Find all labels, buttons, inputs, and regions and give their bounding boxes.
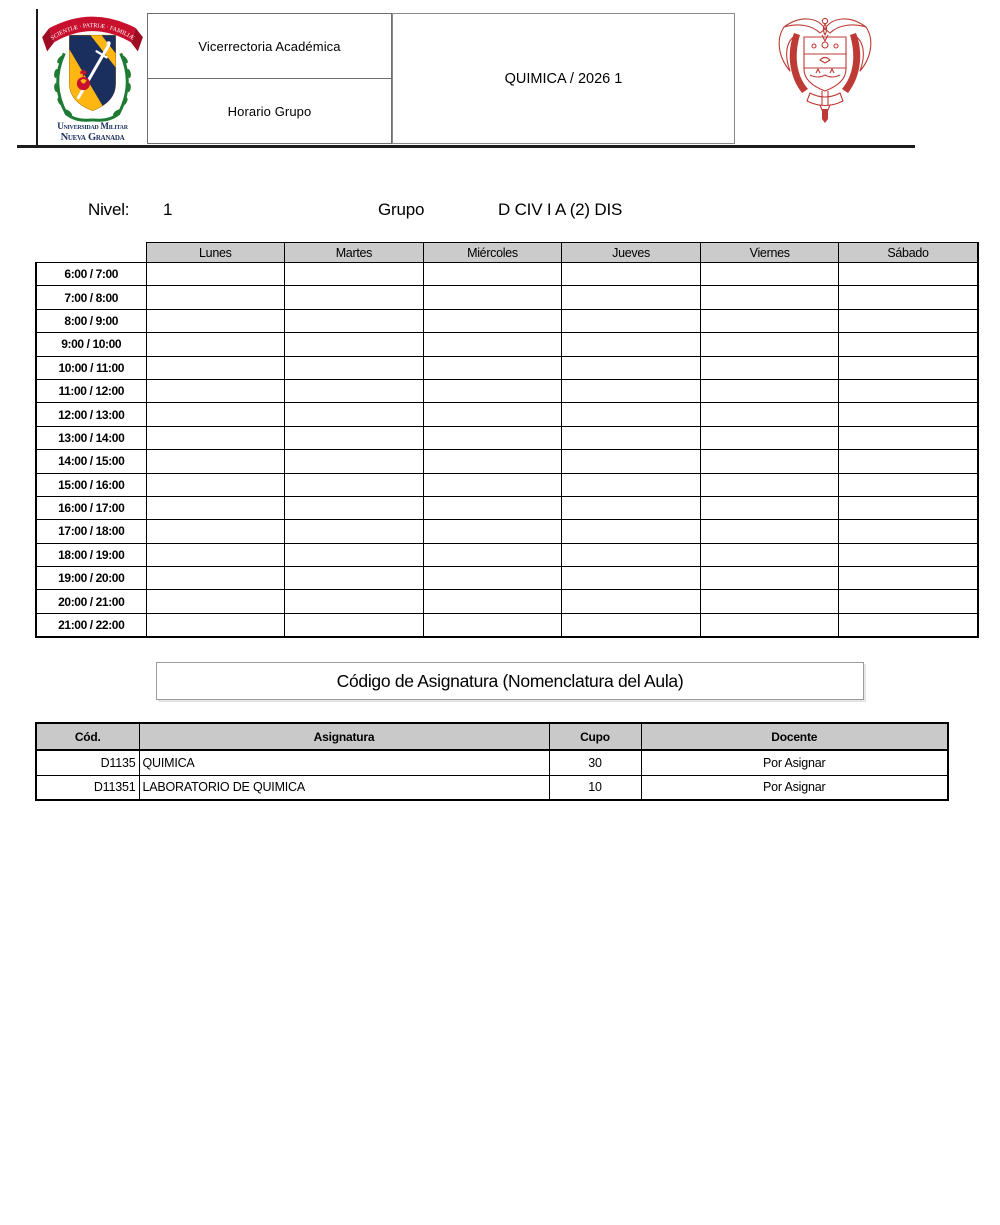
nivel-value: 1 [163,200,173,219]
time-slot-label: 10:00 / 11:00 [36,356,146,379]
schedule-row-14-00-15-00 [36,450,978,473]
schedule-row-11-00-12-00 [36,379,978,402]
schedule-cell-jueves-18-00-19-00 [562,543,701,566]
schedule-cell-jueves-6-00-7-00 [562,263,701,286]
schedule-cell-sabado-6-00-7-00 [839,263,978,286]
schedule-cell-jueves-12-00-13-00 [562,403,701,426]
page-title: QUIMICA / 2026 1 [504,70,623,87]
crest-motto-text: SCIENTIÆ · PATRIÆ · FAMILIÆ [49,23,135,42]
schedule-row-21-00-22-00 [36,613,978,636]
schedule-cell-jueves-13-00-14-00 [562,426,701,449]
schedule-cell-lunes-16-00-17-00 [146,496,285,519]
courses-header-cupo: Cupo [549,723,641,750]
schedule-cell-martes-17-00-18-00 [285,520,424,543]
time-slot-label: 7:00 / 8:00 [36,286,146,309]
courses-table [35,722,949,801]
course-code: D1135 [36,750,139,775]
course-cupo: 10 [549,775,641,800]
schedule-cell-sabado-8-00-9-00 [839,309,978,332]
header-doctype-label: Horario Grupo [227,104,312,119]
schedule-cell-sabado-17-00-18-00 [839,520,978,543]
schedule-cell-viernes-12-00-13-00 [700,403,839,426]
schedule-cell-lunes-10-00-11-00 [146,356,285,379]
schedule-cell-lunes-8-00-9-00 [146,309,285,332]
schedule-cell-sabado-13-00-14-00 [839,426,978,449]
day-header-lunes: Lunes [146,243,285,263]
schedule-cell-martes-18-00-19-00 [285,543,424,566]
schedule-cell-miercoles-15-00-16-00 [423,473,562,496]
schedule-cell-martes-12-00-13-00 [285,403,424,426]
schedule-cell-lunes-11-00-12-00 [146,379,285,402]
grupo-value: D CIV I A (2) DIS [498,200,623,219]
time-slot-label: 12:00 / 13:00 [36,403,146,426]
schedule-cell-jueves-16-00-17-00 [562,496,701,519]
group-info-row [0,200,1000,222]
time-slot-label: 8:00 / 9:00 [36,309,146,332]
course-name: LABORATORIO DE QUIMICA [139,775,549,800]
schedule-cell-jueves-19-00-20-00 [562,567,701,590]
schedule-cell-martes-8-00-9-00 [285,309,424,332]
schedule-cell-martes-9-00-10-00 [285,333,424,356]
schedule-cell-lunes-17-00-18-00 [146,520,285,543]
schedule-cell-lunes-20-00-21-00 [146,590,285,613]
schedule-cell-martes-14-00-15-00 [285,450,424,473]
schedule-cell-martes-21-00-22-00 [285,613,424,636]
courses-header-asignatura: Asignatura [139,723,549,750]
schedule-row-16-00-17-00 [36,496,978,519]
time-slot-label: 17:00 / 18:00 [36,520,146,543]
schedule-cell-sabado-19-00-20-00 [839,567,978,590]
schedule-cell-sabado-12-00-13-00 [839,403,978,426]
time-slot-label: 9:00 / 10:00 [36,333,146,356]
schedule-cell-viernes-14-00-15-00 [700,450,839,473]
schedule-cell-lunes-19-00-20-00 [146,567,285,590]
day-header-jueves: Jueves [562,243,701,263]
schedule-cell-miercoles-20-00-21-00 [423,590,562,613]
schedule-row-19-00-20-00 [36,567,978,590]
schedule-cell-viernes-10-00-11-00 [700,356,839,379]
schedule-cell-viernes-21-00-22-00 [700,613,839,636]
schedule-cell-viernes-6-00-7-00 [700,263,839,286]
schedule-cell-miercoles-21-00-22-00 [423,613,562,636]
schedule-cell-viernes-16-00-17-00 [700,496,839,519]
schedule-cell-sabado-18-00-19-00 [839,543,978,566]
schedule-cell-martes-20-00-21-00 [285,590,424,613]
time-slot-label: 11:00 / 12:00 [36,379,146,402]
schedule-cell-viernes-13-00-14-00 [700,426,839,449]
schedule-cell-miercoles-17-00-18-00 [423,520,562,543]
day-header-sabado: Sábado [839,243,978,263]
schedule-row-15-00-16-00 [36,473,978,496]
course-docente: Por Asignar [641,775,948,800]
course-cupo: 30 [549,750,641,775]
schedule-cell-martes-19-00-20-00 [285,567,424,590]
schedule-cell-sabado-14-00-15-00 [839,450,978,473]
course-row-d11351 [36,775,948,800]
crest-sword-pommel [107,41,111,45]
schedule-cell-martes-11-00-12-00 [285,379,424,402]
aula-nomenclature-label: Código de Asignatura (Nomenclatura del Aula) [336,670,684,691]
schedule-cell-sabado-16-00-17-00 [839,496,978,519]
header-bottom-rule [17,145,915,148]
schedule-cell-miercoles-6-00-7-00 [423,263,562,286]
schedule-row-17-00-18-00 [36,520,978,543]
schedule-row-10-00-11-00 [36,356,978,379]
schedule-cell-lunes-15-00-16-00 [146,473,285,496]
schedule-cell-martes-13-00-14-00 [285,426,424,449]
schedule-cell-lunes-14-00-15-00 [146,450,285,473]
time-slot-label: 6:00 / 7:00 [36,263,146,286]
schedule-cell-jueves-8-00-9-00 [562,309,701,332]
day-header-viernes: Viernes [700,243,839,263]
schedule-row-13-00-14-00 [36,426,978,449]
schedule-cell-lunes-13-00-14-00 [146,426,285,449]
umng-crest-logo [42,7,143,143]
course-docente: Por Asignar [641,750,948,775]
courses-header-row [36,723,948,750]
schedule-cell-sabado-15-00-16-00 [839,473,978,496]
courses-body [36,750,948,800]
schedule-cell-jueves-11-00-12-00 [562,379,701,402]
schedule-row-8-00-9-00 [36,309,978,332]
schedule-row-9-00-10-00 [36,333,978,356]
time-slot-label: 16:00 / 17:00 [36,496,146,519]
schedule-corner-cell [36,243,146,263]
day-header-miercoles: Miércoles [423,243,562,263]
header-unit-label: Vicerrectoria Académica [148,14,391,79]
colombia-coat-of-arms-icon [770,12,880,126]
schedule-cell-jueves-21-00-22-00 [562,613,701,636]
schedule-cell-viernes-17-00-18-00 [700,520,839,543]
schedule-cell-viernes-11-00-12-00 [700,379,839,402]
schedule-cell-jueves-17-00-18-00 [562,520,701,543]
schedule-cell-viernes-9-00-10-00 [700,333,839,356]
schedule-cell-martes-10-00-11-00 [285,356,424,379]
schedule-row-18-00-19-00 [36,543,978,566]
day-header-martes: Martes [285,243,424,263]
crest-wordmark-line1: Universidad Militar [57,120,128,131]
schedule-cell-martes-6-00-7-00 [285,263,424,286]
header-unit-box [147,13,392,144]
crest-shield [69,35,115,111]
header-title-box [392,13,735,144]
aula-nomenclature-note-box [156,662,864,700]
schedule-cell-miercoles-16-00-17-00 [423,496,562,519]
schedule-cell-sabado-11-00-12-00 [839,379,978,402]
schedule-cell-lunes-18-00-19-00 [146,543,285,566]
schedule-cell-viernes-7-00-8-00 [700,286,839,309]
schedule-cell-miercoles-14-00-15-00 [423,450,562,473]
schedule-cell-miercoles-8-00-9-00 [423,309,562,332]
schedule-cell-martes-7-00-8-00 [285,286,424,309]
crest-wordmark-line2: Nueva Granada [60,131,125,143]
time-slot-label: 14:00 / 15:00 [36,450,146,473]
schedule-cell-jueves-20-00-21-00 [562,590,701,613]
schedule-cell-sabado-7-00-8-00 [839,286,978,309]
time-slot-label: 20:00 / 21:00 [36,590,146,613]
schedule-cell-miercoles-9-00-10-00 [423,333,562,356]
courses-header-cod-: Cód. [36,723,139,750]
schedule-cell-miercoles-7-00-8-00 [423,286,562,309]
grupo-label: Grupo [378,200,425,219]
course-code: D11351 [36,775,139,800]
schedule-cell-sabado-10-00-11-00 [839,356,978,379]
schedule-row-12-00-13-00 [36,403,978,426]
schedule-row-6-00-7-00 [36,263,978,286]
schedule-cell-miercoles-12-00-13-00 [423,403,562,426]
schedule-cell-jueves-7-00-8-00 [562,286,701,309]
time-slot-label: 18:00 / 19:00 [36,543,146,566]
schedule-cell-lunes-7-00-8-00 [146,286,285,309]
schedule-cell-sabado-21-00-22-00 [839,613,978,636]
schedule-cell-miercoles-19-00-20-00 [423,567,562,590]
schedule-cell-miercoles-18-00-19-00 [423,543,562,566]
time-slot-label: 15:00 / 16:00 [36,473,146,496]
time-slot-label: 19:00 / 20:00 [36,567,146,590]
nivel-label: Nivel: [88,200,130,219]
schedule-cell-viernes-18-00-19-00 [700,543,839,566]
schedule-cell-viernes-20-00-21-00 [700,590,839,613]
courses-header-docente: Docente [641,723,948,750]
schedule-cell-miercoles-11-00-12-00 [423,379,562,402]
schedule-cell-lunes-6-00-7-00 [146,263,285,286]
schedule-cell-jueves-10-00-11-00 [562,356,701,379]
schedule-cell-sabado-20-00-21-00 [839,590,978,613]
schedule-row-7-00-8-00 [36,286,978,309]
course-row-d1135 [36,750,948,775]
time-slot-label: 21:00 / 22:00 [36,613,146,636]
schedule-body [36,263,978,637]
header-left-rule [36,9,38,146]
schedule-cell-viernes-19-00-20-00 [700,567,839,590]
schedule-cell-miercoles-10-00-11-00 [423,356,562,379]
schedule-cell-martes-15-00-16-00 [285,473,424,496]
schedule-table [35,242,979,638]
seal-side-ribbons [790,33,860,123]
schedule-cell-jueves-9-00-10-00 [562,333,701,356]
schedule-cell-viernes-15-00-16-00 [700,473,839,496]
schedule-cell-lunes-9-00-10-00 [146,333,285,356]
time-slot-label: 13:00 / 14:00 [36,426,146,449]
schedule-cell-jueves-14-00-15-00 [562,450,701,473]
schedule-cell-viernes-8-00-9-00 [700,309,839,332]
schedule-cell-miercoles-13-00-14-00 [423,426,562,449]
course-name: QUIMICA [139,750,549,775]
schedule-cell-sabado-9-00-10-00 [839,333,978,356]
schedule-cell-martes-16-00-17-00 [285,496,424,519]
schedule-cell-lunes-12-00-13-00 [146,403,285,426]
schedule-cell-jueves-15-00-16-00 [562,473,701,496]
schedule-cell-lunes-21-00-22-00 [146,613,285,636]
schedule-row-20-00-21-00 [36,590,978,613]
schedule-header-row [36,243,978,263]
